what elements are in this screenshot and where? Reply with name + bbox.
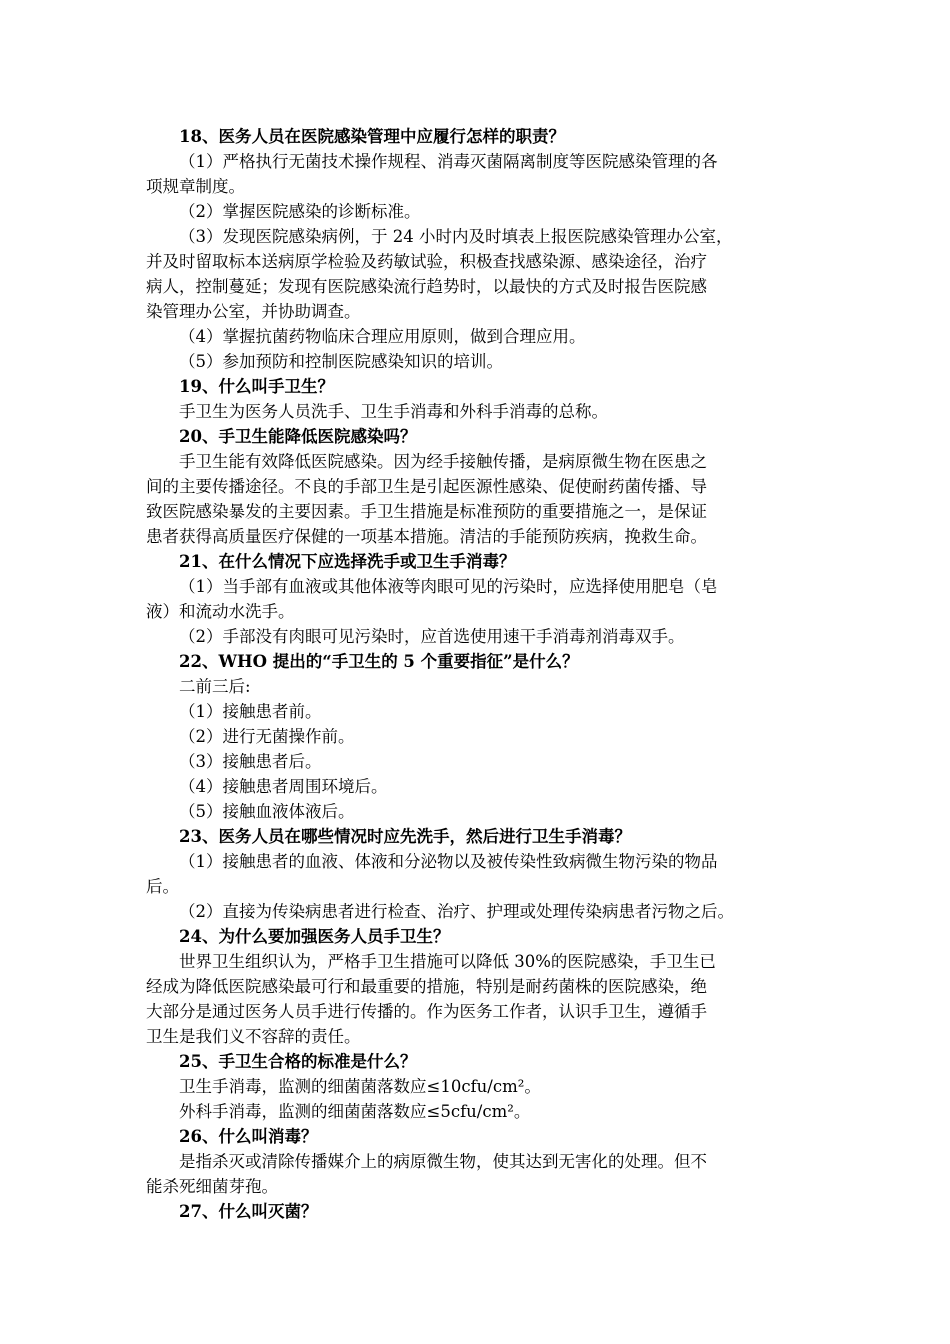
paragraph-line: 病人，控制蔓延；发现有医院感染流行趋势时，以最快的方式及时报告医院感 xyxy=(146,277,707,296)
paragraph-line: （2）掌握医院感染的诊断标准。 xyxy=(179,202,421,221)
paragraph-line: 大部分是通过医务人员手进行传播的。作为医务工作者，认识手卫生，遵循手 xyxy=(146,1002,707,1021)
paragraph-line: 后。 xyxy=(146,877,179,896)
paragraph-line: 致医院感染暴发的主要因素。手卫生措施是标准预防的重要措施之一，是保证 xyxy=(146,502,707,521)
paragraph-line: 手卫生能有效降低医院感染。因为经手接触传播，是病原微生物在医患之 xyxy=(179,452,707,471)
paragraph-line: （2）手部没有肉眼可见污染时，应首选使用速干手消毒剂消毒双手。 xyxy=(179,627,685,646)
paragraph-line: 并及时留取标本送病原学检验及药敏试验，积极查找感染源、感染途径，治疗 xyxy=(146,252,707,271)
question-heading: 27、什么叫灭菌？ xyxy=(179,1202,318,1221)
paragraph-line: 手卫生为医务人员洗手、卫生手消毒和外科手消毒的总称。 xyxy=(179,402,608,421)
paragraph-line: （1）当手部有血液或其他体液等肉眼可见的污染时，应选择使用肥皂（皂 xyxy=(179,577,718,596)
paragraph-line: 经成为降低医院感染最可行和最重要的措施，特别是耐药菌株的医院感染，绝 xyxy=(146,977,707,996)
paragraph-line: 间的主要传播途径。不良的手部卫生是引起医源性感染、促使耐药菌传播、导 xyxy=(146,477,707,496)
paragraph-line: （4）掌握抗菌药物临床合理应用原则，做到合理应用。 xyxy=(179,327,586,346)
question-heading: 24、为什么要加强医务人员手卫生？ xyxy=(179,927,450,946)
paragraph-line: （1）严格执行无菌技术操作规程、消毒灭菌隔离制度等医院感染管理的各 xyxy=(179,152,718,171)
question-heading: 18、医务人员在医院感染管理中应履行怎样的职责？ xyxy=(179,127,565,146)
paragraph-line: 患者获得高质量医疗保健的一项基本措施。清洁的手能预防疾病，挽救生命。 xyxy=(146,527,707,546)
paragraph-line: 卫生是我们义不容辞的责任。 xyxy=(146,1027,361,1046)
paragraph-line: （2）进行无菌操作前。 xyxy=(179,727,355,746)
question-heading: 21、在什么情况下应选择洗手或卫生手消毒？ xyxy=(179,552,516,571)
paragraph-line: 染管理办公室，并协助调查。 xyxy=(146,302,361,321)
paragraph-line: 外科手消毒，监测的细菌菌落数应≤5cfu/cm²。 xyxy=(179,1102,531,1121)
question-heading: 20、手卫生能降低医院感染吗？ xyxy=(179,427,417,446)
document-page xyxy=(146,124,818,1224)
paragraph-line: （4）接触患者周围环境后。 xyxy=(179,777,388,796)
paragraph-line: （5）参加预防和控制医院感染知识的培训。 xyxy=(179,352,503,371)
question-heading: 26、什么叫消毒？ xyxy=(179,1127,318,1146)
paragraph-line: （5）接触血液体液后。 xyxy=(179,802,355,821)
paragraph-line: （1）接触患者的血液、体液和分泌物以及被传染性致病微生物污染的物品 xyxy=(179,852,718,871)
paragraph-line: （2）直接为传染病患者进行检查、治疗、护理或处理传染病患者污物之后。 xyxy=(179,902,734,921)
paragraph-line: 液）和流动水洗手。 xyxy=(146,602,295,621)
paragraph-line: 能杀死细菌芽孢。 xyxy=(146,1177,278,1196)
paragraph-line: 项规章制度。 xyxy=(146,177,245,196)
paragraph-line: 是指杀灭或清除传播媒介上的病原微生物，使其达到无害化的处理。但不 xyxy=(179,1152,707,1171)
question-heading: 22、WHO 提出的“手卫生的 5 个重要指征”是什么？ xyxy=(179,652,579,671)
question-heading: 23、医务人员在哪些情况时应先洗手，然后进行卫生手消毒？ xyxy=(179,827,631,846)
paragraph-line: （3）接触患者后。 xyxy=(179,752,322,771)
paragraph-line: 卫生手消毒，监测的细菌菌落数应≤10cfu/cm²。 xyxy=(179,1077,541,1096)
paragraph-line: 二前三后: xyxy=(179,677,251,696)
paragraph-line: （1）接触患者前。 xyxy=(179,702,322,721)
paragraph-line: 世界卫生组织认为，严格手卫生措施可以降低 30%的医院感染，手卫生已 xyxy=(179,952,716,971)
paragraph-line: （3）发现医院感染病例，于 24 小时内及时填表上报医院感染管理办公室， xyxy=(179,227,733,246)
question-heading: 19、什么叫手卫生？ xyxy=(179,377,334,396)
question-heading: 25、手卫生合格的标准是什么？ xyxy=(179,1052,417,1071)
